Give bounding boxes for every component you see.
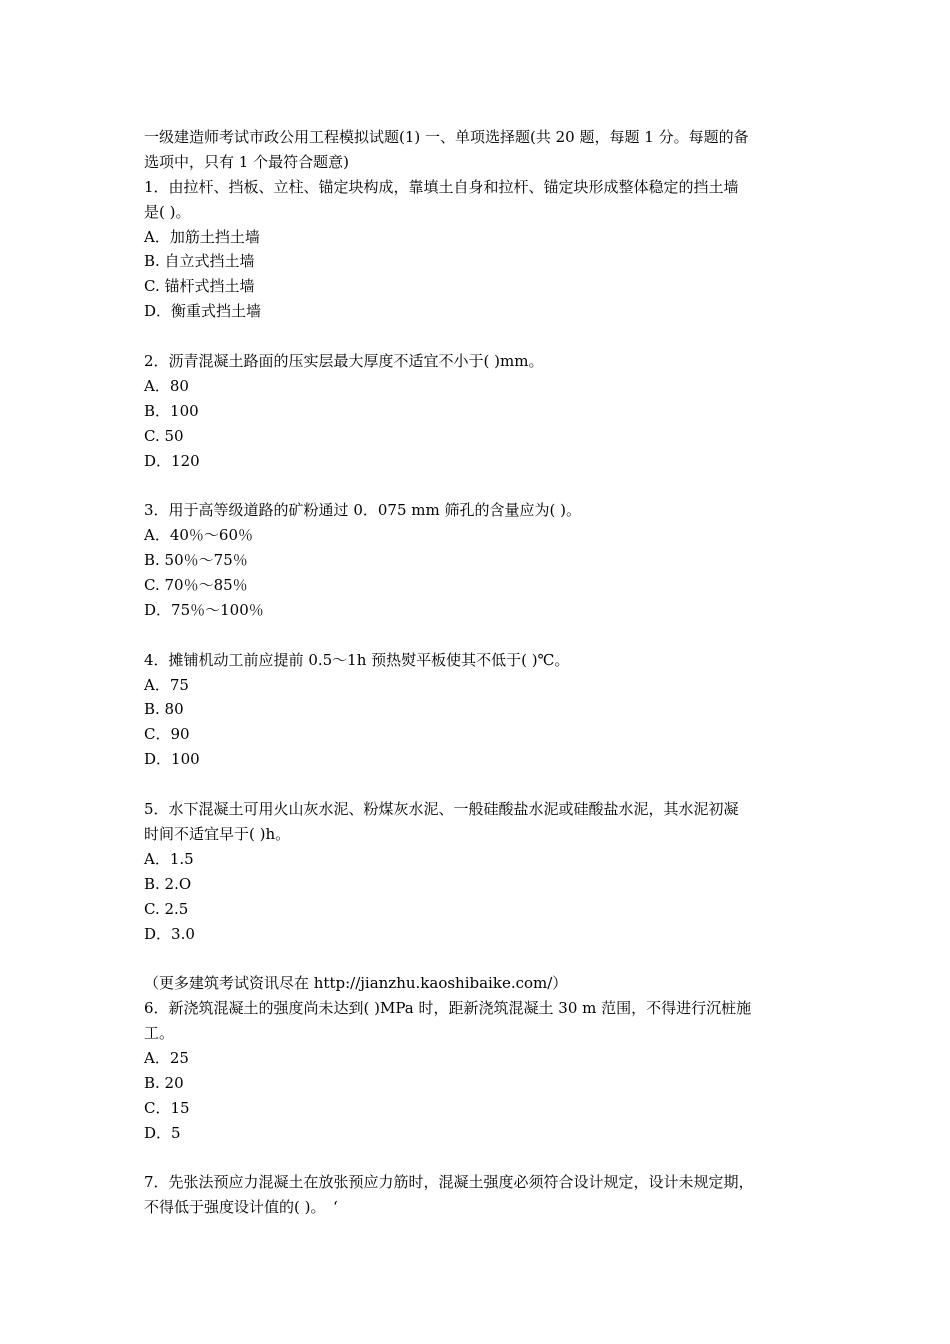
question-3-line-1: 3．用于高等级道路的矿粉通过 0．075 mm 筛孔的含量应为( )。 — [144, 501, 581, 520]
question-6-line-2: 工。 — [144, 1024, 175, 1043]
spacer — [144, 473, 816, 498]
spacer — [144, 1146, 816, 1171]
question-4-line-1: 4．摊铺机动工前应提前 0.5～1h 预热熨平板使其不低于( )℃。 — [144, 650, 570, 669]
question-6-option-a: A．25 — [144, 1048, 189, 1067]
question-4-option-d: D．100 — [144, 750, 200, 769]
question-6-option-d: D．5 — [144, 1123, 181, 1142]
question-5-option-c: C. 2.5 — [144, 899, 189, 918]
question-4-option-c: C．90 — [144, 725, 190, 744]
question-5-line-1: 5．水下混凝土可用火山灰水泥、粉煤灰水泥、一般硅酸盐水泥或硅酸盐水泥，其水泥初凝 — [144, 800, 739, 819]
spacer — [144, 772, 816, 797]
question-2-option-c: C. 50 — [144, 426, 184, 445]
question-6-option-c: C．15 — [144, 1098, 190, 1117]
question-3-option-a: A．40％～60％ — [144, 526, 254, 545]
spacer — [144, 324, 816, 349]
question-2-option-d: D．120 — [144, 451, 200, 470]
question-5-option-d: D．3.0 — [144, 924, 195, 943]
question-4-option-a: A．75 — [144, 675, 189, 694]
question-4-option-b: B. 80 — [144, 700, 184, 719]
question-6-option-b: B. 20 — [144, 1073, 184, 1092]
question-2-option-b: B．100 — [144, 401, 199, 420]
spacer — [144, 946, 816, 971]
promo-line: （更多建筑考试资讯尽在 http://jianzhu.kaoshibaike.com/） — [144, 974, 568, 993]
question-1-option-a: A．加筋土挡土墙 — [144, 227, 260, 246]
spacer — [144, 623, 816, 648]
question-1-option-b: B. 自立式挡土墙 — [144, 252, 255, 271]
intro-line-2: 选项中，只有 1 个最符合题意) — [144, 152, 349, 171]
question-3-option-c: C. 70％～85％ — [144, 576, 248, 595]
question-3-option-d: D．75％～100％ — [144, 600, 264, 619]
question-5-line-2: 时间不适宜早于( )h。 — [144, 824, 291, 843]
question-1-option-d: D．衡重式挡土墙 — [144, 302, 262, 321]
question-7-line-2: 不得低于强度设计值的( )。 ‘ — [144, 1198, 338, 1217]
question-1-line-2: 是( )。 — [144, 202, 191, 221]
document-page — [144, 125, 816, 1220]
question-5-option-b: B. 2.O — [144, 874, 192, 893]
intro-line-1: 一级建造师考试市政公用工程模拟试题(1) 一、单项选择题(共 20 题，每题 1 分。每题的备 — [144, 128, 749, 146]
question-6-line-1: 6．新浇筑混凝土的强度尚未达到( )MPa 时，距新浇筑混凝土 30 m 范围，不得进行沉桩施 — [144, 999, 752, 1018]
question-5-option-a: A．1.5 — [144, 849, 194, 868]
question-7-line-1: 7．先张法预应力混凝土在放张预应力筋时，混凝土强度必须符合设计规定，设计未规定期， — [144, 1173, 754, 1192]
question-3-option-b: B. 50％～75％ — [144, 551, 248, 570]
question-2-line-1: 2．沥青混凝土路面的压实层最大厚度不适宜不小于( )mm。 — [144, 352, 544, 371]
question-1-option-c: C. 锚杆式挡土墙 — [144, 277, 255, 296]
question-2-option-a: A．80 — [144, 376, 189, 395]
question-1-line-1: 1．由拉杆、挡板、立柱、锚定块构成，靠填土自身和拉杆、锚定块形成整体稳定的挡土墙 — [144, 177, 739, 196]
